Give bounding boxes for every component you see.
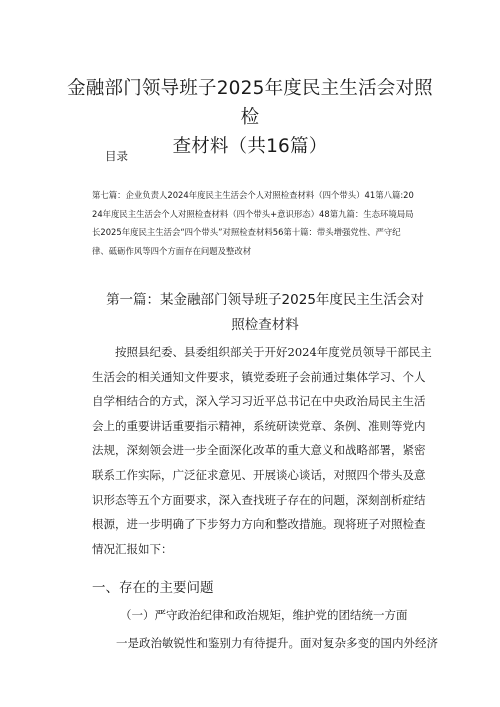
- heading-level-2: （一）严守政治纪律和政治规矩，维护党的团结统一方面: [120, 608, 408, 622]
- document-title-line-1: 金融部门领导班子2025年度民主生活会对照检: [67, 78, 433, 128]
- toc-heading: 目录: [105, 149, 128, 163]
- heading-level-1: 一、存在的主要问题: [92, 580, 214, 596]
- body-paragraph: 一是政治敏锐性和鉴别力有待提升。面对复杂多变的国内外经济: [116, 636, 438, 650]
- section-title-line-1: 第一篇：某金融部门领导班子2025年度民主生活会对: [106, 292, 424, 308]
- toc-entries: 第七篇：企业负责人2024年度民主生活会个人对照检查材料（四个带头）41第八篇:2024年度民主生活会个人对照检查材料（四个带头+意识形态）48第九篇：生态环境局局长2025年度民主生活会“四个带头”对照检查材料56第十篇：带头增强党性、严守纪律、砥砺作风等四个方面存在问题及整改材: [92, 190, 414, 256]
- document-title: [60, 74, 440, 161]
- document-title-line-2: 查材料（共16篇）: [172, 136, 328, 157]
- section-title-line-2: 照检查材料: [231, 317, 299, 333]
- intro-paragraph: 按照县纪委、县委组织部关于开好2024年度党员领导干部民主生活会的相关通知文件要求，镇党委班子会前通过集体学习、个人自学相结合的方式，深入学习习近平总书记在中央政治局民主生活会上的重要讲话重要指示精神，系统研读党章、条例、准则等党内法规，深刻领会进一步全面深化改革的重大意义和战略部署，紧密联系工作实际，广泛征求意见、开展谈心谈话，对照四个带头及意识形态等五个方面要求，深入查找班子存在的问题，深刻剖析症结根源，进一步明确了下步努力方向和整改措施。现将班子对照检查情况汇报如下：: [92, 345, 432, 556]
- section-title: [92, 288, 438, 338]
